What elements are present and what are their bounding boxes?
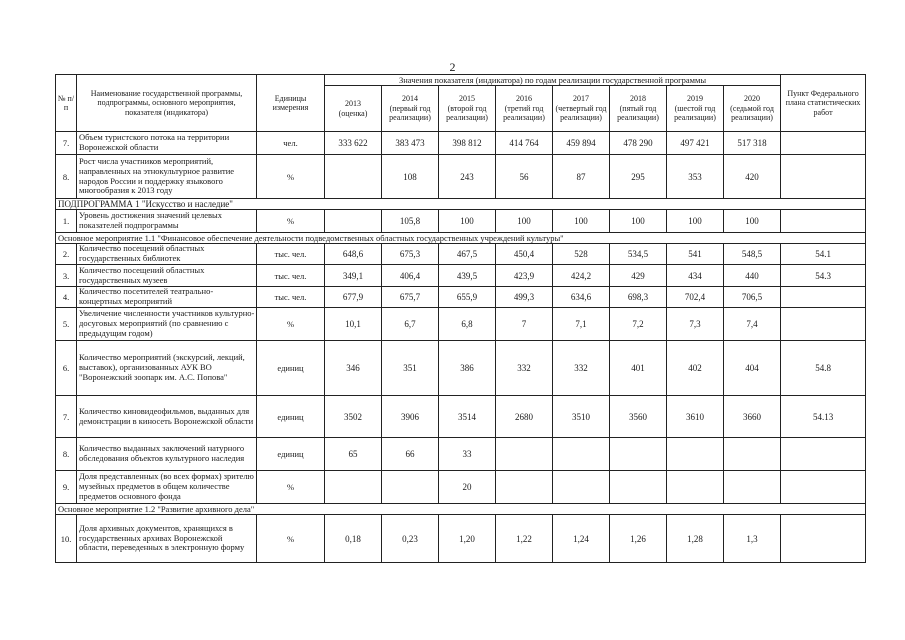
value-cell-2016: 100 xyxy=(496,210,553,233)
value-cell-2016: 499,3 xyxy=(496,287,553,308)
value-cell-2020: 706,5 xyxy=(724,287,781,308)
value-cell-2016: 7 xyxy=(496,308,553,341)
row-number: 7. xyxy=(56,396,77,438)
header-unit: Единицы измерения xyxy=(257,75,325,132)
value-cell-2013: 648,6 xyxy=(325,244,382,265)
indicator-name: Количество посещений областных государственных библиотек xyxy=(77,244,257,265)
table-row xyxy=(56,396,866,438)
unit-cell: единиц xyxy=(257,396,325,438)
value-cell-2016: 450,4 xyxy=(496,244,553,265)
main-activity-title: Основное мероприятие 1.1 "Финансовое обеспечение деятельности подведомственных областных государственных учреждений культуры" xyxy=(56,233,866,244)
value-cell-2014: 105,8 xyxy=(382,210,439,233)
section-row xyxy=(56,504,866,515)
value-cell-2016: 1,22 xyxy=(496,515,553,563)
unit-cell: тыс. чел. xyxy=(257,265,325,287)
year-sublabel: (третий год реализации) xyxy=(503,103,545,123)
value-cell-2016: 332 xyxy=(496,341,553,396)
value-cell-2019: 100 xyxy=(667,210,724,233)
year-sublabel: (четвертый год реализации) xyxy=(555,103,607,123)
value-cell-2015: 6,8 xyxy=(439,308,496,341)
year-label: 2013 xyxy=(345,99,361,108)
value-cell-2017 xyxy=(553,438,610,471)
value-cell-2018: 3560 xyxy=(610,396,667,438)
plan-item-cell: 54.1 xyxy=(781,244,866,265)
value-cell-2019: 353 xyxy=(667,155,724,199)
header-year-2017 xyxy=(553,86,610,132)
table-header xyxy=(56,75,866,132)
unit-cell: % xyxy=(257,308,325,341)
plan-item-cell xyxy=(781,132,866,155)
value-cell-2018: 478 290 xyxy=(610,132,667,155)
value-cell-2013 xyxy=(325,155,382,199)
value-cell-2020: 3660 xyxy=(724,396,781,438)
value-cell-2017: 1,24 xyxy=(553,515,610,563)
value-cell-2019 xyxy=(667,471,724,504)
unit-cell: тыс. чел. xyxy=(257,287,325,308)
row-number: 10. xyxy=(56,515,77,563)
value-cell-2017: 634,6 xyxy=(553,287,610,308)
row-number: 8. xyxy=(56,438,77,471)
value-cell-2014: 675,3 xyxy=(382,244,439,265)
value-cell-2018: 7,2 xyxy=(610,308,667,341)
value-cell-2017: 424,2 xyxy=(553,265,610,287)
year-label: 2020 xyxy=(744,94,761,104)
value-cell-2014: 675,7 xyxy=(382,287,439,308)
year-sublabel: (второй год реализации) xyxy=(446,103,488,123)
unit-cell: чел. xyxy=(257,132,325,155)
value-cell-2013 xyxy=(325,210,382,233)
plan-item-cell xyxy=(781,308,866,341)
page-number: 2 xyxy=(449,60,456,74)
indicators-table xyxy=(55,74,866,563)
row-number: 9. xyxy=(56,471,77,504)
header-year-2020 xyxy=(724,86,781,132)
plan-item-cell: 54.13 xyxy=(781,396,866,438)
value-cell-2020: 440 xyxy=(724,265,781,287)
value-cell-2016: 414 764 xyxy=(496,132,553,155)
value-cell-2015: 20 xyxy=(439,471,496,504)
row-number: 7. xyxy=(56,132,77,155)
table-row xyxy=(56,155,866,199)
row-number: 1. xyxy=(56,210,77,233)
value-cell-2015: 3514 xyxy=(439,396,496,438)
value-cell-2015: 33 xyxy=(439,438,496,471)
year-sublabel: (седьмой год реализации) xyxy=(730,103,774,123)
value-cell-2017: 459 894 xyxy=(553,132,610,155)
header-year-2014 xyxy=(382,86,439,132)
value-cell-2014: 66 xyxy=(382,438,439,471)
header-year-2013 xyxy=(325,86,382,132)
main-activity-title: Основное мероприятие 1.2 "Развитие архивного дела" xyxy=(56,504,866,515)
value-cell-2014: 351 xyxy=(382,341,439,396)
value-cell-2015: 243 xyxy=(439,155,496,199)
value-cell-2018 xyxy=(610,471,667,504)
value-cell-2017: 100 xyxy=(553,210,610,233)
row-number: 8. xyxy=(56,155,77,199)
value-cell-2018: 534,5 xyxy=(610,244,667,265)
value-cell-2013: 65 xyxy=(325,438,382,471)
subprogram-title: ПОДПРОГРАММА 1 "Искусство и наследие" xyxy=(56,199,866,210)
value-cell-2013: 346 xyxy=(325,341,382,396)
unit-cell: единиц xyxy=(257,438,325,471)
value-cell-2014: 6,7 xyxy=(382,308,439,341)
indicator-name: Количество посещений областных государственных музеев xyxy=(77,265,257,287)
value-cell-2016: 56 xyxy=(496,155,553,199)
value-cell-2013: 10,1 xyxy=(325,308,382,341)
unit-cell: % xyxy=(257,471,325,504)
plan-item-cell xyxy=(781,471,866,504)
indicator-name: Увеличение численности участников культурно-досуговых мероприятий (по сравнению с предыдущим годом) xyxy=(77,308,257,341)
value-cell-2014 xyxy=(382,471,439,504)
plan-item-cell xyxy=(781,438,866,471)
indicator-name: Доля представленных (во всех формах) зрителю музейных предметов в общем количестве предметов основного фонда xyxy=(77,471,257,504)
value-cell-2017 xyxy=(553,471,610,504)
table-body xyxy=(56,132,866,563)
value-cell-2016 xyxy=(496,438,553,471)
year-sublabel: (первый год реализации) xyxy=(389,103,431,123)
value-cell-2013: 3502 xyxy=(325,396,382,438)
value-cell-2019: 541 xyxy=(667,244,724,265)
value-cell-2018: 429 xyxy=(610,265,667,287)
plan-item-cell: 54.3 xyxy=(781,265,866,287)
indicator-name: Рост числа участников мероприятий, направленных на этнокультурное развитие народов России и поддержку языкового многообразия к 2013 году xyxy=(77,155,257,199)
value-cell-2014: 406,4 xyxy=(382,265,439,287)
plan-item-cell xyxy=(781,287,866,308)
indicator-name: Количество выданных заключений натурного обследования объектов культурного наследия xyxy=(77,438,257,471)
year-label: 2019 xyxy=(687,94,703,104)
row-number: 3. xyxy=(56,265,77,287)
row-number: 6. xyxy=(56,341,77,396)
row-number: 2. xyxy=(56,244,77,265)
value-cell-2020 xyxy=(724,471,781,504)
unit-cell: тыс. чел. xyxy=(257,244,325,265)
header-year-2018 xyxy=(610,86,667,132)
table-row xyxy=(56,265,866,287)
value-cell-2019: 7,3 xyxy=(667,308,724,341)
header-year-2015 xyxy=(439,86,496,132)
value-cell-2018: 698,3 xyxy=(610,287,667,308)
table-row xyxy=(56,287,866,308)
value-cell-2018: 1,26 xyxy=(610,515,667,563)
indicator-name: Количество киновидеофильмов, выданных для демонстрации в киносеть Воронежской области xyxy=(77,396,257,438)
indicator-name: Количество мероприятий (экскурсий, лекций, выставок), организованных АУК ВО "Воронежский зоопарк им. А.С. Попова" xyxy=(77,341,257,396)
table-row xyxy=(56,210,866,233)
value-cell-2017: 87 xyxy=(553,155,610,199)
value-cell-2013: 0,18 xyxy=(325,515,382,563)
value-cell-2013 xyxy=(325,471,382,504)
value-cell-2020 xyxy=(724,438,781,471)
value-cell-2016 xyxy=(496,471,553,504)
value-cell-2020: 517 318 xyxy=(724,132,781,155)
value-cell-2014: 383 473 xyxy=(382,132,439,155)
year-label: 2014 xyxy=(402,94,418,104)
header-num: № п/п xyxy=(56,75,77,132)
value-cell-2014: 0,23 xyxy=(382,515,439,563)
value-cell-2019 xyxy=(667,438,724,471)
value-cell-2017: 3510 xyxy=(553,396,610,438)
value-cell-2017: 7,1 xyxy=(553,308,610,341)
value-cell-2015: 439,5 xyxy=(439,265,496,287)
value-cell-2019: 402 xyxy=(667,341,724,396)
value-cell-2020: 7,4 xyxy=(724,308,781,341)
value-cell-2018 xyxy=(610,438,667,471)
plan-item-cell xyxy=(781,155,866,199)
value-cell-2017: 332 xyxy=(553,341,610,396)
header-year-2016 xyxy=(496,86,553,132)
row-number: 4. xyxy=(56,287,77,308)
indicator-name: Уровень достижения значений целевых показателей подпрограммы xyxy=(77,210,257,233)
value-cell-2018: 295 xyxy=(610,155,667,199)
value-cell-2020: 548,5 xyxy=(724,244,781,265)
unit-cell: % xyxy=(257,515,325,563)
year-label: 2017 xyxy=(573,94,589,104)
value-cell-2019: 3610 xyxy=(667,396,724,438)
unit-cell: единиц xyxy=(257,341,325,396)
year-label: 2015 xyxy=(459,94,475,104)
value-cell-2015: 655,9 xyxy=(439,287,496,308)
value-cell-2020: 100 xyxy=(724,210,781,233)
header-name: Наименование государственной программы, подпрограммы, основного мероприятия, показателя (индикатора) xyxy=(77,75,257,132)
unit-cell: % xyxy=(257,210,325,233)
value-cell-2015: 467,5 xyxy=(439,244,496,265)
plan-item-cell: 54.8 xyxy=(781,341,866,396)
year-sublabel: (оценка) xyxy=(338,108,368,118)
section-row xyxy=(56,199,866,210)
value-cell-2015: 1,20 xyxy=(439,515,496,563)
table-row xyxy=(56,308,866,341)
indicator-name: Доля архивных документов, хранящихся в государственных архивах Воронежской области, переведенных в электронную форму xyxy=(77,515,257,563)
indicator-name: Количество посетителей театрально-концертных мероприятий xyxy=(77,287,257,308)
value-cell-2013: 349,1 xyxy=(325,265,382,287)
year-label: 2018 xyxy=(630,94,646,104)
value-cell-2019: 702,4 xyxy=(667,287,724,308)
value-cell-2020: 420 xyxy=(724,155,781,199)
header-year-2019 xyxy=(667,86,724,132)
value-cell-2015: 398 812 xyxy=(439,132,496,155)
header-plan: Пункт Федерального плана статистических работ xyxy=(781,75,866,132)
value-cell-2013: 677,9 xyxy=(325,287,382,308)
unit-cell: % xyxy=(257,155,325,199)
value-cell-2020: 1,3 xyxy=(724,515,781,563)
value-cell-2019: 434 xyxy=(667,265,724,287)
year-sublabel: (шестой год реализации) xyxy=(674,103,716,123)
plan-item-cell xyxy=(781,210,866,233)
year-label: 2016 xyxy=(516,94,532,104)
value-cell-2018: 401 xyxy=(610,341,667,396)
value-cell-2020: 404 xyxy=(724,341,781,396)
row-number: 5. xyxy=(56,308,77,341)
value-cell-2013: 333 622 xyxy=(325,132,382,155)
value-cell-2016: 423,9 xyxy=(496,265,553,287)
value-cell-2016: 2680 xyxy=(496,396,553,438)
value-cell-2019: 497 421 xyxy=(667,132,724,155)
value-cell-2015: 100 xyxy=(439,210,496,233)
header-values-group: Значения показателя (индикатора) по годам реализации государственной программы xyxy=(325,75,781,86)
value-cell-2014: 108 xyxy=(382,155,439,199)
table-row xyxy=(56,471,866,504)
section-row xyxy=(56,233,866,244)
value-cell-2019: 1,28 xyxy=(667,515,724,563)
value-cell-2017: 528 xyxy=(553,244,610,265)
value-cell-2018: 100 xyxy=(610,210,667,233)
table-row xyxy=(56,515,866,563)
table-row xyxy=(56,341,866,396)
value-cell-2014: 3906 xyxy=(382,396,439,438)
value-cell-2015: 386 xyxy=(439,341,496,396)
plan-item-cell xyxy=(781,515,866,563)
table-row xyxy=(56,244,866,265)
year-sublabel: (пятый год реализации) xyxy=(617,103,659,123)
table-row xyxy=(56,132,866,155)
table-row xyxy=(56,438,866,471)
indicator-name: Объем туристского потока на территории Воронежской области xyxy=(77,132,257,155)
